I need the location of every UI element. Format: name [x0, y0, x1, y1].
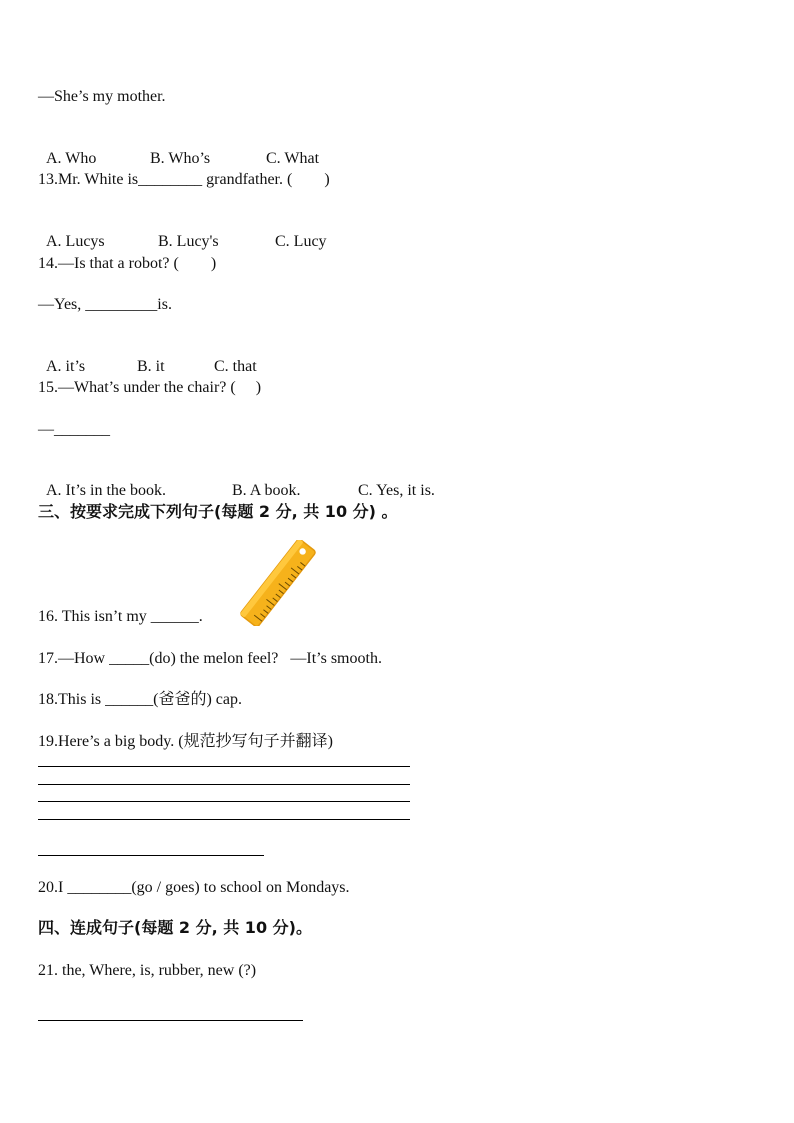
q12-option-c: C. What [266, 150, 320, 167]
q13-options [38, 212, 327, 252]
q12-option-a: A. Who [46, 150, 97, 167]
q15-answer-line: —_______ [38, 421, 110, 438]
q12-options [38, 129, 319, 169]
q18-text: 18.This is ______(爸爸的) cap. [38, 691, 242, 708]
q13-option-c: C. Lucy [275, 233, 327, 250]
q15-option-b: B. A book. [232, 482, 301, 499]
writing-line [38, 801, 410, 802]
q15-option-a: A. It’s in the book. [46, 482, 166, 499]
section-4-heading: 四、连成句子(每题 2 分, 共 10 分)。 [38, 918, 312, 937]
q14-options [38, 337, 257, 377]
q12-answer-line: —She’s my mother. [38, 88, 166, 105]
q14-stem: 14.—Is that a robot? ( ) [38, 255, 217, 272]
q13-stem: 13.Mr. White is________ grandfather. ( ) [38, 171, 330, 188]
q15-options [38, 461, 435, 501]
q13-option-b: B. Lucy's [158, 233, 219, 250]
answer-line [38, 1020, 303, 1021]
q17-text: 17.—How _____(do) the melon feel? —It’s smooth. [38, 650, 382, 667]
writing-line [38, 766, 410, 767]
q14-option-a: A. it’s [46, 358, 86, 375]
q16-text: 16. This isn’t my ______. [38, 608, 203, 625]
q14-option-c: C. that [214, 358, 257, 375]
q19-text: 19.Here’s a big body. (规范抄写句子并翻译) [38, 733, 333, 750]
writing-line [38, 784, 410, 785]
q13-option-a: A. Lucys [46, 233, 105, 250]
q12-option-b: B. Who’s [150, 150, 211, 167]
section-3-heading: 三、按要求完成下列句子(每题 2 分, 共 10 分) 。 [38, 502, 398, 521]
writing-line [38, 819, 410, 820]
q15-option-c: C. Yes, it is. [358, 482, 435, 499]
q20-text: 20.I ________(go / goes) to school on Mondays. [38, 879, 350, 896]
q14-option-b: B. it [137, 358, 165, 375]
q21-text: 21. the, Where, is, rubber, new (?) [38, 962, 257, 979]
q14-answer-line: —Yes, _________is. [38, 296, 172, 313]
writing-line [38, 855, 264, 856]
q15-stem: 15.—What’s under the chair? ( ) [38, 379, 262, 396]
ruler-icon [240, 540, 316, 626]
